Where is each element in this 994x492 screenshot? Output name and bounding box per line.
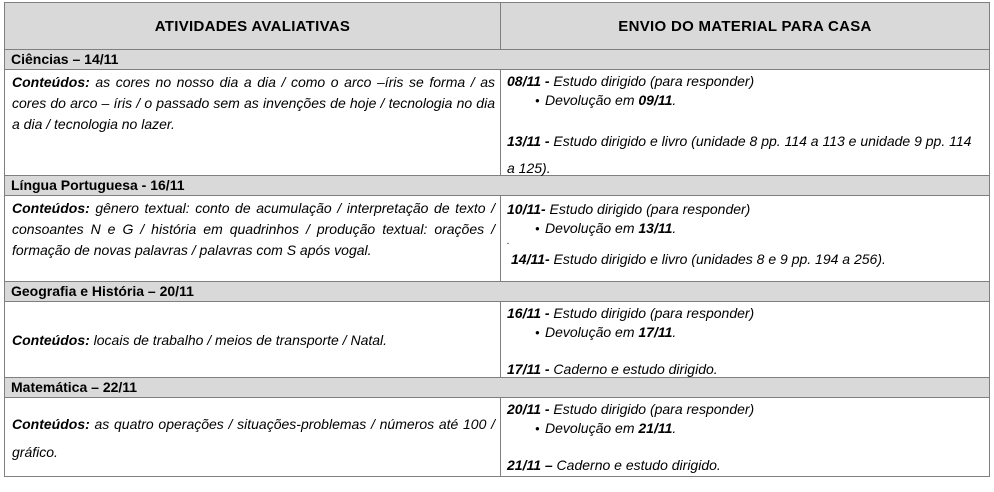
return-label: Devolução em	[545, 324, 639, 340]
return-date: 09/11	[638, 92, 673, 108]
return-date: 17/11	[638, 324, 673, 340]
contents-cell	[5, 70, 501, 175]
return-end: .	[672, 324, 677, 340]
contents-text: locais de trabalho / meios de transporte / Natal.	[89, 332, 388, 348]
contents-label: Conteúdos:	[12, 416, 90, 432]
send-date: 21/11 –	[507, 457, 553, 473]
subject-row-geografia-historia	[5, 282, 989, 302]
send-date: 17/11 -	[507, 361, 550, 377]
contents-text: gênero textual: conto de acumulação / interpretação de texto / consoantes N e G / história em quadrinhos / produção textual: orações / formação de novas palavras / palavras com S após vogal.	[12, 200, 495, 258]
subject-title: Ciências – 14/11	[11, 51, 119, 67]
send-text: Estudo dirigido (para responder)	[549, 401, 755, 417]
contents-label: Conteúdos:	[12, 74, 90, 90]
send-text: Estudo dirigido e livro (unidades 8 e 9 pp. 194 a 256).	[549, 251, 886, 267]
header-assessments: ATIVIDADES AVALIATIVAS	[5, 3, 501, 49]
send-date: 13/11 -	[507, 133, 550, 149]
table-header-row	[5, 3, 989, 50]
subject-title: Língua Portuguesa - 16/11	[11, 177, 185, 193]
subject-title: Geografia e História – 20/11	[11, 283, 194, 299]
content-row-ciencias	[5, 70, 989, 176]
schedule-table	[4, 2, 990, 477]
return-end: .	[672, 220, 677, 236]
send-date: 16/11 -	[507, 305, 550, 321]
send-text: Estudo dirigido e livro (unidade 8 pp. 114 a 113 e unidade 9 pp. 114 a 125).	[507, 133, 972, 176]
material-cell	[501, 196, 989, 281]
return-item	[507, 219, 983, 238]
return-label: Devolução em	[545, 220, 639, 236]
send-date: 10/11-	[507, 201, 546, 217]
material-cell	[501, 302, 989, 377]
contents-label: Conteúdos:	[12, 332, 90, 348]
subject-row-ciencias	[5, 50, 989, 70]
content-row-geografia-historia	[5, 302, 989, 378]
subject-title: Matemática – 22/11	[11, 379, 138, 395]
send-date: 20/11 -	[507, 401, 550, 417]
return-end: .	[672, 92, 677, 108]
send-text: Caderno e estudo dirigido.	[549, 361, 718, 377]
contents-cell	[5, 302, 501, 377]
contents-text: as cores no nosso dia a dia / como o arco –íris se forma / as cores do arco – íris / o passado sem as invenções de hoje / tecnologia no dia a dia / tecnologia no lazer.	[12, 74, 495, 132]
send-text: Estudo dirigido (para responder)	[549, 305, 755, 321]
return-end: .	[672, 420, 677, 436]
return-item	[507, 91, 983, 110]
return-date: 21/11	[638, 420, 673, 436]
send-date: 14/11-	[511, 251, 550, 267]
return-date: 13/11	[638, 220, 673, 236]
return-label: Devolução em	[545, 420, 639, 436]
subject-row-matematica	[5, 378, 989, 398]
header-material: ENVIO DO MATERIAL PARA CASA	[618, 17, 872, 35]
material-cell	[501, 398, 989, 476]
return-item	[507, 419, 983, 438]
return-label: Devolução em	[545, 92, 639, 108]
contents-cell	[5, 196, 501, 281]
contents-cell	[5, 398, 501, 476]
send-text: Estudo dirigido (para responder)	[545, 201, 751, 217]
contents-text: as quatro operações / situações-problemas / números até 100 / gráfico.	[12, 416, 495, 460]
send-date: 08/11 -	[507, 73, 550, 89]
content-row-matematica	[5, 398, 989, 476]
material-cell	[501, 70, 989, 175]
content-row-portugues	[5, 196, 989, 282]
contents-label: Conteúdos:	[12, 200, 90, 216]
return-item	[507, 323, 983, 342]
send-text: Caderno e estudo dirigido.	[552, 457, 721, 473]
stray-mark: .	[507, 236, 510, 247]
send-text: Estudo dirigido (para responder)	[549, 73, 755, 89]
